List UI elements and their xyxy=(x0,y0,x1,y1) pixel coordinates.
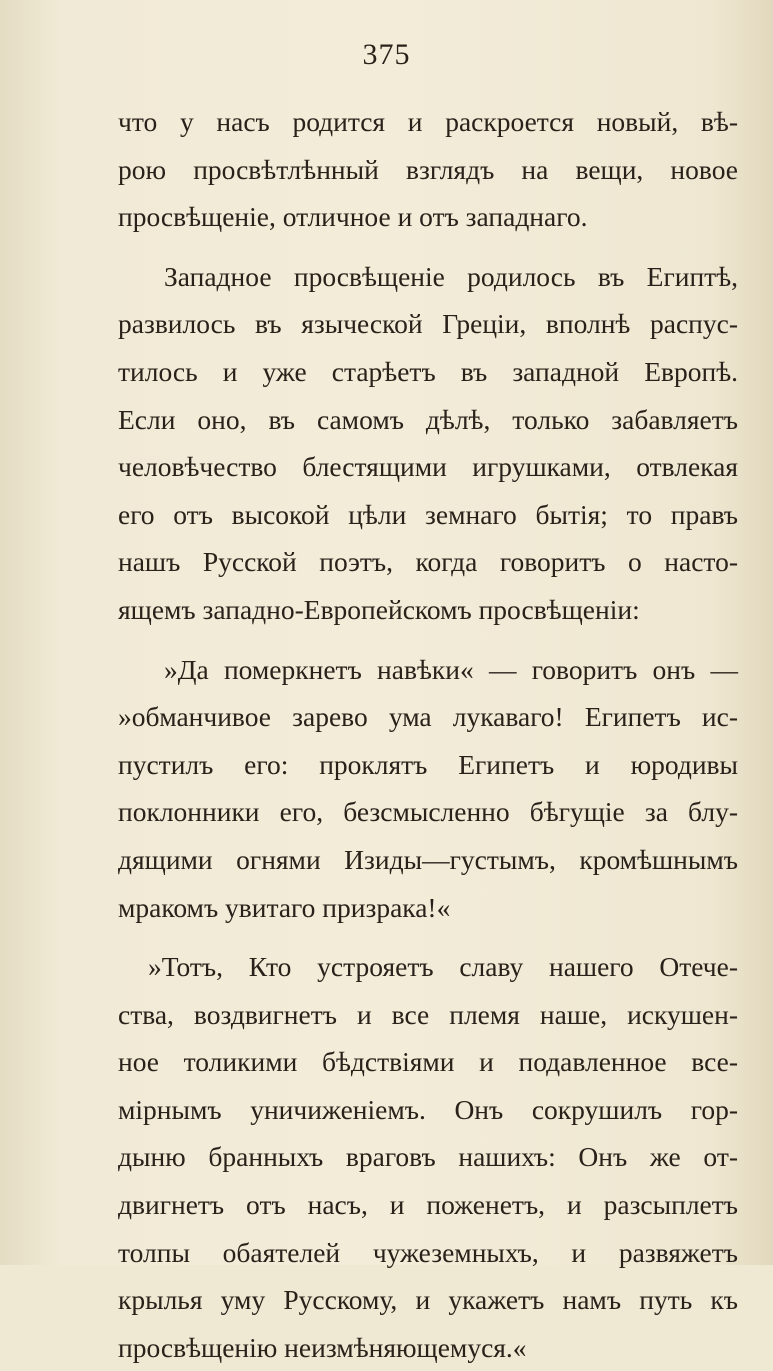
text-line: дыню бранныхъ враговъ нашихъ: Онъ же от- xyxy=(118,1141,738,1173)
text-line: ства, воздвигнетъ и все племя наше, искушен- xyxy=(118,998,738,1030)
paragraph-gap xyxy=(118,931,738,943)
text-line: человѣчество блестящими игрушками, отвлекая xyxy=(118,451,738,483)
text-line: »Тотъ, Кто устрояетъ славу нашего Отече- xyxy=(148,951,738,983)
text-line: мракомъ увитаго призрака!« xyxy=(118,891,451,923)
text-line: нашъ Русской поэтъ, когда говоритъ о насто- xyxy=(118,546,738,578)
text-line: крылья уму Русскому, и укажетъ намъ путь къ xyxy=(118,1284,738,1316)
text-line: толпы обаятелей чужеземныхъ, и развяжетъ xyxy=(118,1236,738,1268)
paragraph-gap xyxy=(118,241,738,253)
text-line: просвѣщенію неизмѣняющемуся.« xyxy=(118,1331,527,1363)
page-number: 375 xyxy=(362,38,411,71)
text-line: развилось въ языческой Греціи, вполнѣ распус- xyxy=(118,308,738,340)
text-line: тилось и уже старѣетъ въ западной Европѣ. xyxy=(118,355,738,387)
text-line: рою просвѣтлѣнный взглядъ на вещи, новое xyxy=(118,153,738,185)
text-line: Западное просвѣщеніе родилось въ Египтѣ, xyxy=(164,260,738,292)
text-line: просвѣщеніе, отличное и отъ западнаго. xyxy=(118,201,588,233)
text-line: ящемъ западно-Европейскомъ просвѣщеніи: xyxy=(118,593,640,625)
text-line: его отъ высокой цѣли земнаго бытія; то правъ xyxy=(118,498,738,530)
text-line: двигнетъ отъ насъ, и поженетъ, и разсыплетъ xyxy=(118,1189,738,1221)
text-line: пустилъ его: проклятъ Египетъ и юродивы xyxy=(118,748,738,780)
paragraph-gap xyxy=(118,634,738,646)
paragraph xyxy=(118,253,738,634)
text-line: Если оно, въ самомъ дѣлѣ, только забавляетъ xyxy=(118,403,738,435)
text-line: дящими огнями Изиды—густымъ, кромѣшнымъ xyxy=(118,843,738,875)
text-line: поклонники его, безсмысленно бѣгущіе за блу- xyxy=(118,796,738,828)
text-line: ное толикими бѣдствіями и подавленное все- xyxy=(118,1046,738,1078)
paragraph xyxy=(118,943,738,1371)
paragraph xyxy=(118,646,738,932)
paragraph xyxy=(118,98,738,241)
text-line: »обманчивое зарево ума лукаваго! Египетъ ис- xyxy=(118,701,738,733)
page-body-text xyxy=(118,98,738,1371)
text-line: »Да померкнетъ навѣки« — говоритъ онъ — xyxy=(164,653,738,685)
text-line: что у насъ родится и раскроется новый, вѣ- xyxy=(118,106,738,137)
text-line: мірнымъ уничиженіемъ. Онъ сокрушилъ гор- xyxy=(118,1093,738,1125)
